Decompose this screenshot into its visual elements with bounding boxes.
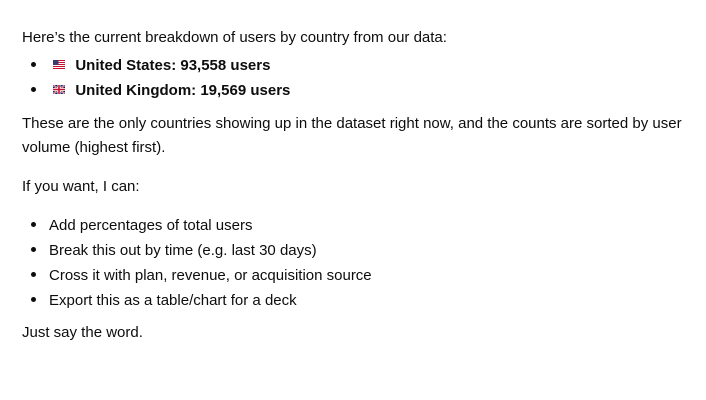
option-item (31, 291, 297, 311)
closing-text: Just say the word. (22, 324, 143, 341)
country-label: United Kingdom: 19,569 users (75, 82, 291, 99)
note-text-line2: volume (highest first). (22, 139, 166, 156)
bullet-icon (31, 62, 36, 67)
option-label: Export this as a table/chart for a deck (49, 292, 297, 309)
bullet-icon (31, 297, 36, 302)
bullet-icon (31, 222, 36, 227)
note-text-line1: These are the only countries showing up in the dataset right now, and the counts are sorted by user (22, 115, 682, 132)
us-flag-icon (53, 60, 65, 69)
option-label: Break this out by time (e.g. last 30 days) (49, 242, 317, 259)
option-label: Cross it with plan, revenue, or acquisition source (49, 267, 372, 284)
option-item (31, 216, 252, 236)
country-item-uk (31, 81, 290, 101)
bullet-icon (31, 272, 36, 277)
bullet-icon (31, 247, 36, 252)
uk-flag-icon (53, 85, 65, 94)
option-label: Add percentages of total users (49, 217, 253, 234)
option-item (31, 266, 372, 286)
country-label: United States: 93,558 users (75, 57, 271, 74)
country-item-us (31, 56, 270, 76)
intro-text: Here’s the current breakdown of users by country from our data: (22, 29, 447, 46)
option-item (31, 241, 317, 261)
offer-text: If you want, I can: (22, 178, 140, 195)
bullet-icon (31, 87, 36, 92)
